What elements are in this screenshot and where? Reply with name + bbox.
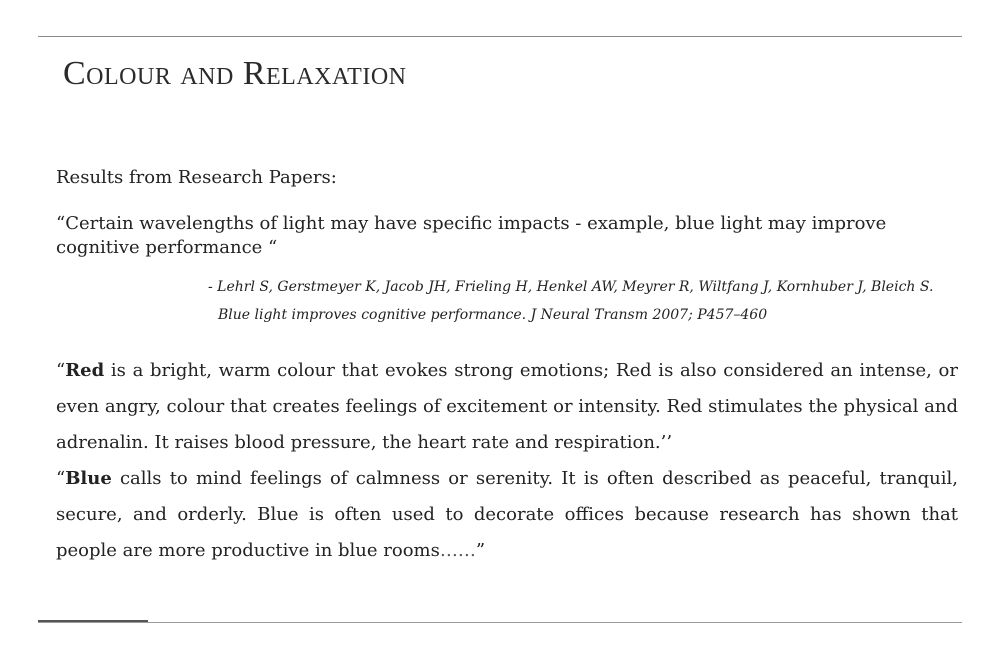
citation	[208, 273, 933, 329]
top-divider	[38, 36, 962, 37]
page-title: Colour and Relaxation	[63, 55, 407, 92]
quote-blue-light: “Certain wavelengths of light may have specific impacts - example, blue light may improve cognitive performance “	[56, 213, 887, 258]
citation-title: Blue light improves cognitive performance. J Neural Transm 2007; P457–460	[218, 307, 768, 323]
blue-quote-text: calls to mind feelings of calmness or serenity. It is often described as peaceful, tranquil, secure, and orderly. Blue is often used to decorate offices because research has shown that people are more productive in blue rooms	[56, 468, 958, 561]
citation-authors: - Lehrl S, Gerstmeyer K, Jacob JH, Frieling H, Henkel AW, Meyrer R, Wiltfang J, Kornhuber J, Bleich S.	[208, 279, 934, 295]
blue-quote	[56, 461, 958, 569]
blue-term: Blue	[65, 468, 112, 489]
blue-quote-close: ”	[475, 540, 486, 561]
blue-quote-open: “	[56, 468, 66, 489]
red-term: Red	[65, 360, 105, 381]
bottom-divider	[38, 622, 962, 623]
intro-text: Results from Research Papers:	[56, 167, 337, 188]
red-quote-text: is a bright, warm colour that evokes strong emotions; Red is also considered an intense, or even angry, colour that creates feelings of excitement or intensity. Red stimulates the physical and adrenalin. It raises blood pressure, the heart rate and respiration.’’	[56, 360, 958, 453]
red-quote	[56, 353, 958, 461]
colour-quotes	[56, 353, 958, 569]
blue-quote-ellipsis: ……	[439, 540, 476, 561]
red-quote-open: “	[56, 360, 66, 381]
